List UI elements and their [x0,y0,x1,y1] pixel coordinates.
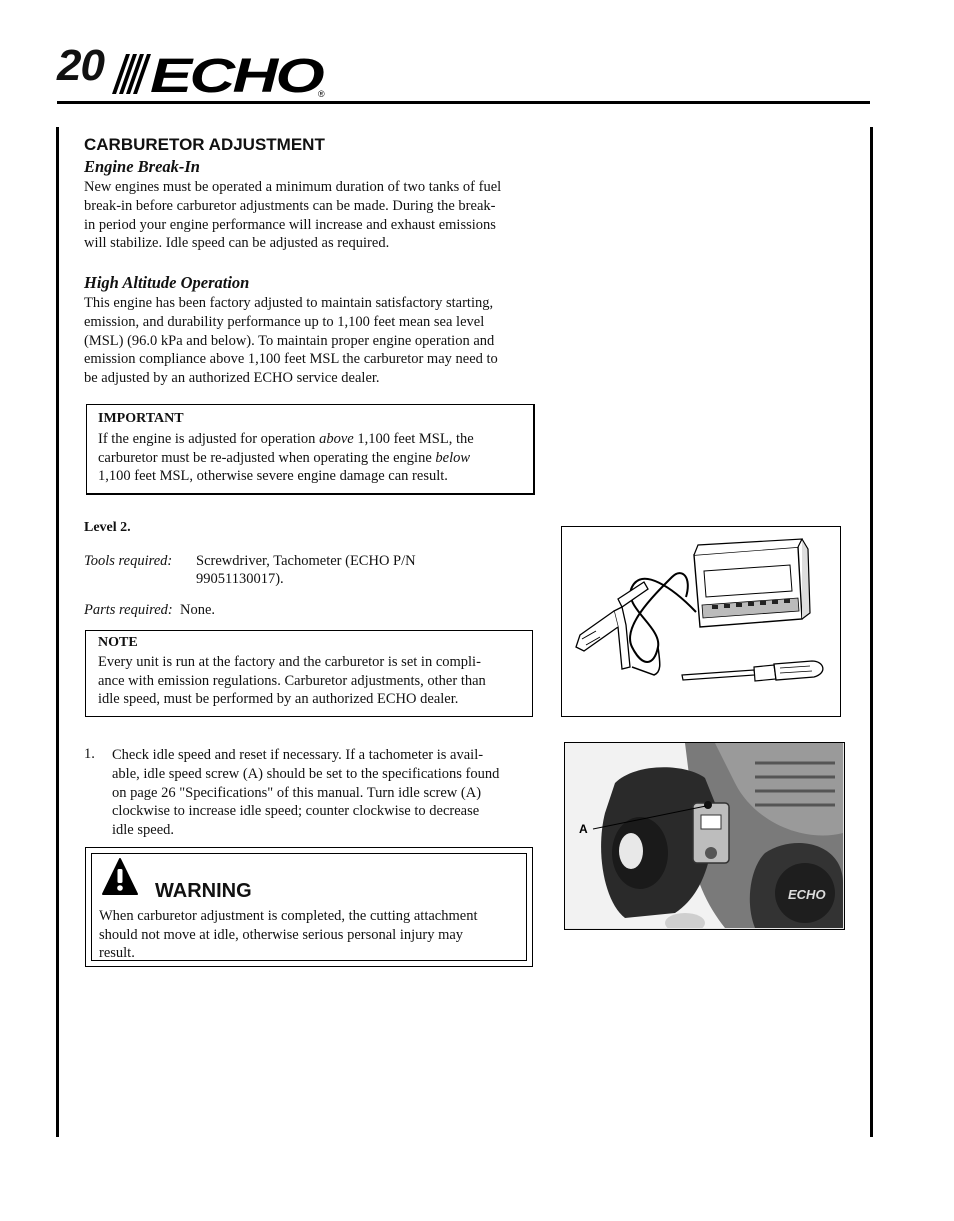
paragraph-line: be adjusted by an authorized ECHO service dealer. [84,370,380,387]
warning-box [85,847,533,967]
warning-line: When carburetor adjustment is completed, the cutting attachment [99,908,478,924]
paragraph-line: in period your engine performance will increase and exhaust emissions [84,216,496,233]
tools-label: Tools required: [84,553,173,569]
paragraph-line: New engines must be operated a minimum duration of two tanks of fuel [84,179,502,195]
tools-figure [561,526,841,717]
carburetor-figure [564,742,845,930]
break-in-heading: Engine Break-In [84,157,200,176]
important-title: IMPORTANT [98,411,184,426]
tools-value [196,553,416,588]
parts-label: Parts required: [84,602,173,618]
important-text-run: 1,100 feet MSL, the [353,431,474,447]
left-margin-rule [56,127,59,1137]
paragraph-line: emission compliance above 1,100 feet MSL the carburetor may need to [84,351,498,368]
step-text [112,746,537,840]
parts-value: None. [180,602,216,618]
warning-line: should not move at idle, otherwise serious personal injury may [99,926,464,943]
registered-mark: ® [318,89,325,98]
callout-a-label: A [579,822,588,836]
important-emphasis-below: below [435,449,471,466]
parts-row [84,602,215,619]
important-box [86,404,535,495]
note-line: ance with emission regulations. Carburetor adjustments, other than [98,672,486,689]
important-text-run: If the engine is adjusted for operation [98,431,320,447]
tachometer-icon [694,539,810,627]
important-text-run: carburetor must be re-adjusted when operating the engine [98,449,436,466]
step-line: idle speed. [112,822,175,839]
note-title: NOTE [98,635,138,650]
tools-value-line: 99051130017). [196,570,284,587]
warning-triangle-icon [102,858,138,896]
note-box [85,630,533,717]
paragraph-line: will stabilize. Idle speed can be adjusted as required. [84,235,390,252]
note-text [98,653,528,709]
paragraph-line: break-in before carburetor adjustments can be made. During the break- [84,197,496,214]
paragraph-line: This engine has been factory adjusted to maintain satisfactory starting, [84,295,494,311]
important-text-run: 1,100 feet MSL, otherwise severe engine damage can result. [98,468,448,485]
step-line: Check idle speed and reset if necessary. If a tachometer is avail- [112,747,484,763]
section-title: CARBURETOR ADJUSTMENT [84,135,325,154]
tools-value-line: Screwdriver, Tachometer (ECHO P/N [196,553,416,569]
page-number: 20 [57,41,104,90]
idle-screw [704,801,712,809]
warning-text [99,907,524,963]
level-label: Level 2. [84,520,131,535]
step-line: able, idle speed screw (A) should be set to the specifications found [112,765,500,782]
warning-line: result. [99,945,135,962]
paragraph-line: (MSL) (96.0 kPa and below). To maintain proper engine operation and [84,332,495,349]
paragraph-line: emission, and durability performance up to 1,100 feet mean sea level [84,313,485,330]
altitude-paragraph [84,294,536,388]
logo-wordmark: ECHO [150,50,325,98]
note-line: Every unit is run at the factory and the carburetor is set in compli- [98,654,481,670]
break-in-paragraph [84,178,536,253]
important-text [98,430,528,486]
echo-logo [110,50,332,98]
carburetor-photo [565,743,843,928]
header-rule [57,101,870,104]
altitude-heading: High Altitude Operation [84,273,250,292]
warning-title: WARNING [155,880,252,902]
step-line: clockwise to increase idle speed; counter clockwise to decrease [112,803,480,820]
right-margin-rule [870,127,873,1137]
warning-inner-frame [91,853,527,961]
note-line: idle speed, must be performed by an authorized ECHO dealer. [98,691,459,708]
step-line: on page 26 "Specifications" of this manual. Turn idle screw (A) [112,784,482,801]
important-emphasis-above: above [319,431,354,447]
tachometer-screwdriver-illustration [562,527,839,715]
step-number: 1. [84,746,95,762]
housing-brand-label: ECHO [788,887,826,902]
screwdriver-icon [682,661,823,681]
